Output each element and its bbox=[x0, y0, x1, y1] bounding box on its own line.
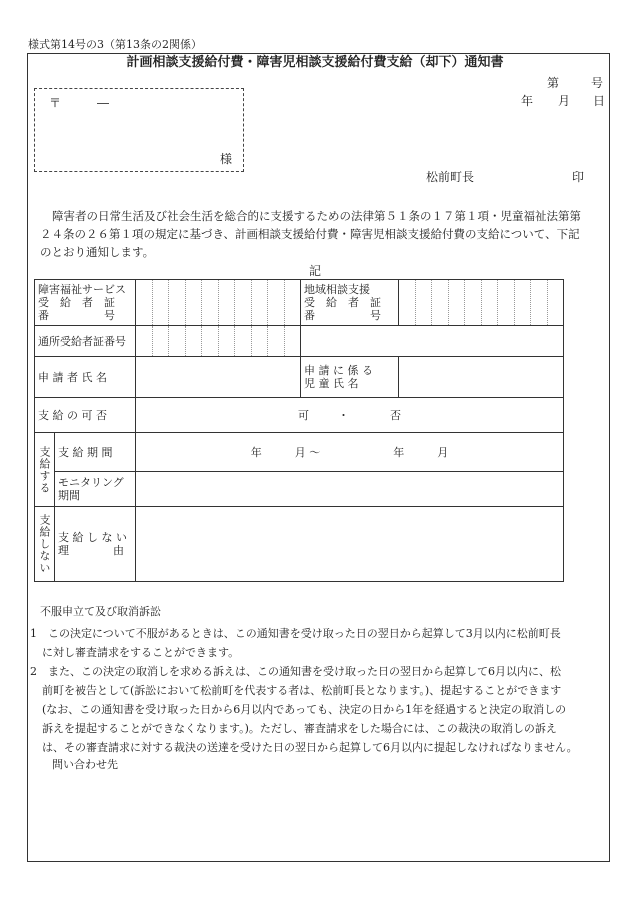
regional-cert-line-1: 地域相談支援 bbox=[304, 283, 370, 296]
body-line-3: のとおり通知します。 bbox=[40, 245, 155, 259]
deny-reason-label bbox=[55, 507, 136, 582]
child-name-line-1: 申 請 に 係 る bbox=[304, 364, 373, 377]
row-names bbox=[35, 357, 564, 398]
deny-reason-line-2: 理 由 bbox=[58, 544, 124, 557]
welfare-cert-line-1: 障害福祉サービス bbox=[38, 283, 126, 296]
row-certificates bbox=[35, 280, 564, 326]
form-number: 様式第14号の3（第13条の2関係） bbox=[28, 38, 202, 51]
monitoring-line-1: モニタリング bbox=[58, 476, 124, 489]
period-month-2: 月 bbox=[437, 445, 449, 459]
body-line-2: ２４条の２６第１項の規定に基づき、計画相談支援給付費・障害児相談支援給付費の支給について、下記 bbox=[40, 227, 580, 241]
period-year-2: 年 bbox=[393, 445, 405, 459]
regional-cert-line-3: 番 号 bbox=[304, 309, 381, 322]
child-name-value[interactable] bbox=[399, 357, 564, 398]
grant-group-cell bbox=[35, 433, 55, 507]
grant-group-label: 支給する bbox=[38, 445, 51, 494]
monitoring-label bbox=[55, 472, 136, 507]
note-2-line-3: (なお、この通知書を受け取った日から6月以内であっても、決定の日から1年を経過すると決定の取消しの bbox=[42, 703, 567, 716]
row-deny-reason bbox=[35, 507, 564, 582]
number-label-right: 号 bbox=[591, 76, 604, 90]
body-line-1: 障害者の日常生活及び社会生活を総合的に支援するための法律第５１条の１７第１項・児童福祉法第第 bbox=[52, 209, 581, 223]
inquiry-label: 問い合わせ先 bbox=[52, 758, 118, 771]
issuer-seal: 印 bbox=[572, 170, 585, 184]
payment-decision-label: 支 給 の 可 否 bbox=[35, 398, 136, 433]
deny-reason-value[interactable] bbox=[136, 507, 564, 582]
deny-group-label: 支給しない bbox=[38, 514, 51, 574]
address-box bbox=[34, 88, 244, 172]
monitoring-value[interactable] bbox=[136, 472, 564, 507]
date-year: 年 bbox=[521, 94, 534, 108]
welfare-cert-label bbox=[35, 280, 136, 326]
honorific: 様 bbox=[220, 152, 233, 166]
date-day: 日 bbox=[593, 94, 606, 108]
clinic-cert-number-cells[interactable] bbox=[136, 326, 301, 357]
payment-period-label: 支 給 期 間 bbox=[55, 433, 136, 472]
number-label-left: 第 bbox=[547, 76, 560, 90]
applicant-name-label: 申 請 者 氏 名 bbox=[35, 357, 136, 398]
regional-cert-line-2: 受 給 者 証 bbox=[304, 296, 381, 309]
main-table bbox=[34, 279, 564, 582]
note-1-line-1: 1 この決定について不服があるときは、この通知書を受け取った日の翌日から起算して3月以内に松前町長 bbox=[30, 627, 561, 640]
deny-option[interactable]: 否 bbox=[390, 408, 401, 422]
postal-dash: ― bbox=[97, 96, 109, 110]
note-2-line-2: 前町を被告として(訴訟において松前町を代表する者は、松前町長となります。)、提起することができます bbox=[42, 684, 562, 697]
deny-reason-line-1: 支 給 し な い bbox=[58, 531, 127, 544]
payment-decision-value[interactable] bbox=[136, 398, 564, 433]
period-month-1: 月 〜 bbox=[294, 445, 321, 459]
notes-item-1 bbox=[30, 624, 608, 662]
note-2-line-5: は、その審査請求に対する裁決の送達を受けた日の翌日から起算して6月以内に提起しなければなりません。 bbox=[42, 741, 578, 754]
welfare-cert-line-2: 受 給 者 証 bbox=[38, 296, 115, 309]
clinic-cert-blank bbox=[301, 326, 564, 357]
notes-heading: 不服申立て及び取消訴訟 bbox=[40, 605, 161, 618]
separator-dot: ・ bbox=[338, 408, 349, 422]
postal-mark: 〒 bbox=[49, 96, 62, 110]
child-name-label bbox=[301, 357, 399, 398]
notes-item-2 bbox=[30, 662, 608, 757]
row-clinic-cert bbox=[35, 326, 564, 357]
row-decision bbox=[35, 398, 564, 433]
deny-group-cell bbox=[35, 507, 55, 582]
welfare-cert-line-3: 番 号 bbox=[38, 309, 115, 322]
regional-cert-number-cells[interactable] bbox=[399, 280, 564, 326]
document-title: 計画相談支援給付費・障害児相談支援給付費支給（却下）通知書 bbox=[126, 55, 504, 70]
applicant-name-value[interactable] bbox=[136, 357, 301, 398]
ki-mark: 記 bbox=[309, 264, 322, 278]
note-2-line-1: 2 また、この決定の取消しを求める訴えは、この通知書を受け取った日の翌日から起算して6月以内に、松 bbox=[30, 665, 561, 678]
note-2-line-4: 訴えを提起することができなくなります。)。ただし、審査請求をした場合には、この裁決の取消しの訴え bbox=[42, 722, 557, 735]
date-month: 月 bbox=[558, 94, 571, 108]
row-monitoring bbox=[35, 472, 564, 507]
issuer-name: 松前町長 bbox=[426, 170, 475, 184]
regional-cert-label bbox=[301, 280, 399, 326]
payment-period-value[interactable] bbox=[136, 433, 564, 472]
welfare-cert-number-cells[interactable] bbox=[136, 280, 301, 326]
clinic-cert-label: 通所受給者証番号 bbox=[35, 326, 136, 357]
row-payment-period bbox=[35, 433, 564, 472]
period-year-1: 年 bbox=[250, 445, 262, 459]
child-name-line-2: 児 童 氏 名 bbox=[304, 377, 359, 390]
note-1-line-2: に対し審査請求をすることができます。 bbox=[42, 646, 240, 659]
monitoring-line-2: 期間 bbox=[58, 489, 80, 502]
approve-option[interactable]: 可 bbox=[298, 408, 309, 422]
